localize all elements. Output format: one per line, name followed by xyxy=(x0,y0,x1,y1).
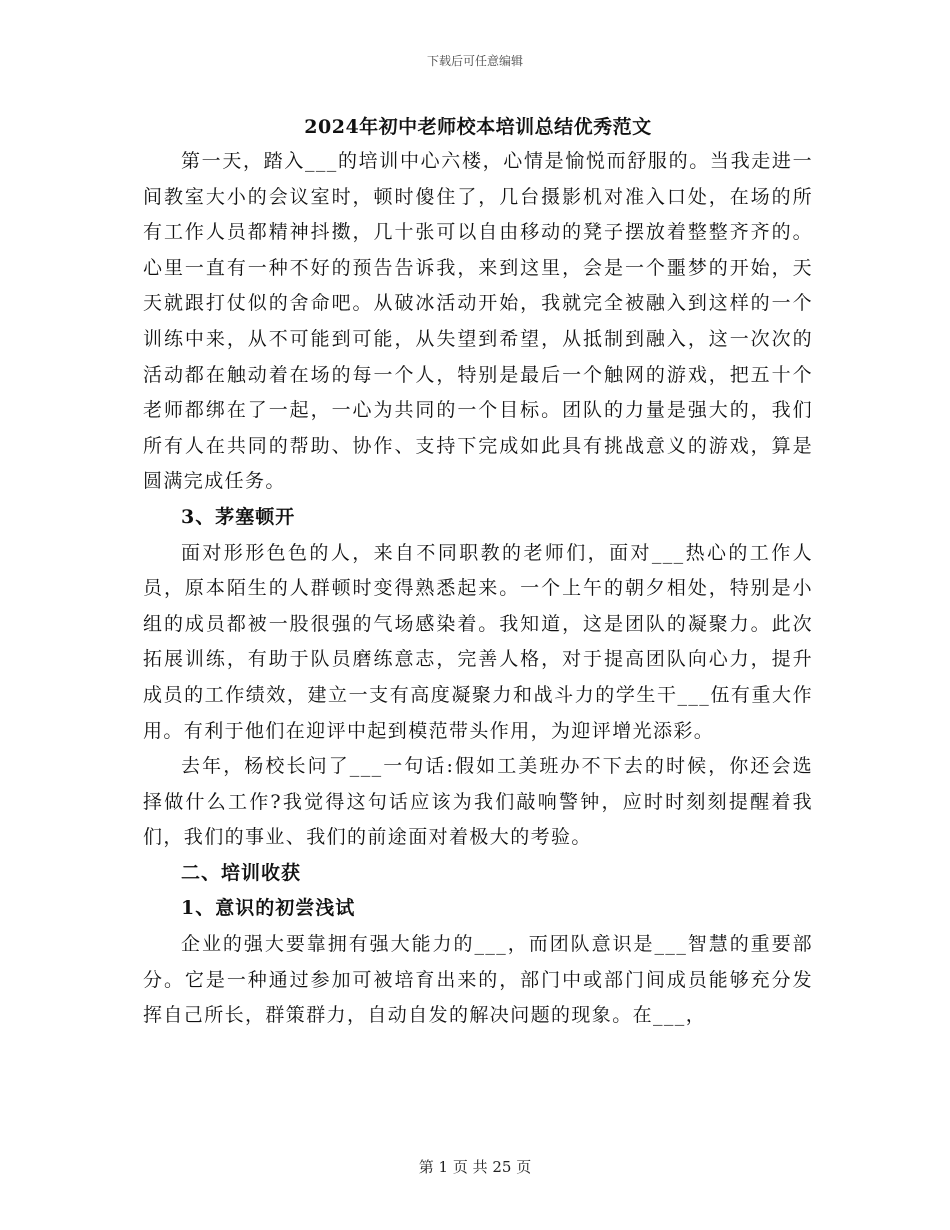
heading-awareness: 1、意识的初尝浅试 xyxy=(181,897,356,920)
page-header-note: 下载后可任意编辑 xyxy=(426,54,523,68)
document-title: 2024年初中老师校本培训总结优秀范文 xyxy=(304,116,652,138)
paragraph-last-year: 去年，杨校长问了___一句话:假如工美班办不下去的时候，你还会选择做什么工作?我觉得这句话应该为我们敲响警钟，应时时刻刻提醒着我们，我们的事业、我们的前途面对着极大的考验。 xyxy=(143,755,813,849)
page-number-footer: 第 1 页 共 25 页 xyxy=(418,1158,532,1176)
paragraph-enterprise: 企业的强大要靠拥有强大能力的___，而团队意识是___智慧的重要部分。它是一种通过参加可被培育出来的，部门中或部门间成员能够充分发挥自己所长，群策群力，自动自发的解决问题的现象。在___， xyxy=(143,933,813,1027)
paragraph-team-cohesion: 面对形形色色的人，来自不同职教的老师们，面对___热心的工作人员，原本陌生的人群顿时变得熟悉起来。一个上午的朝夕相处，特别是小组的成员都被一股很强的气场感染着。我知道，这是团队的凝聚力。此次拓展训练，有助于队员磨练意志，完善人格，对于提高团队向心力，提升成员的工作绩效，建立一支有高度凝聚力和战斗力的学生干___伍有重大作用。有利于他们在迎评中起到模范带头作用，为迎评增光添彩。 xyxy=(143,541,813,742)
document-body xyxy=(143,110,813,1034)
paragraph-first-day: 第一天，踏入___的培训中心六楼，心情是愉悦而舒服的。当我走进一间教室大小的会议室时，顿时傻住了，几台摄影机对准入口处，在场的所有工作人员都精神抖擞，几十张可以自由移动的凳子摆放着整整齐齐的。心里一直有一种不好的预告告诉我，来到这里，会是一个噩梦的开始，天天就跟打仗似的舍命吧。从破冰活动开始，我就完全被融入到这样的一个训练中来，从不可能到可能，从失望到希望，从抵制到融入，这一次次的活动都在触动着在场的每一个人，特别是最后一个触网的游戏，把五十个老师都绑在了一起，一心为共同的一个目标。团队的力量是强大的，我们所有人在共同的帮助、协作、支持下完成如此具有挑战意义的游戏，算是圆满完成任务。 xyxy=(143,150,813,493)
heading-training-gains: 二、培训收获 xyxy=(181,861,302,884)
heading-enlightenment: 3、茅塞顿开 xyxy=(181,505,296,528)
